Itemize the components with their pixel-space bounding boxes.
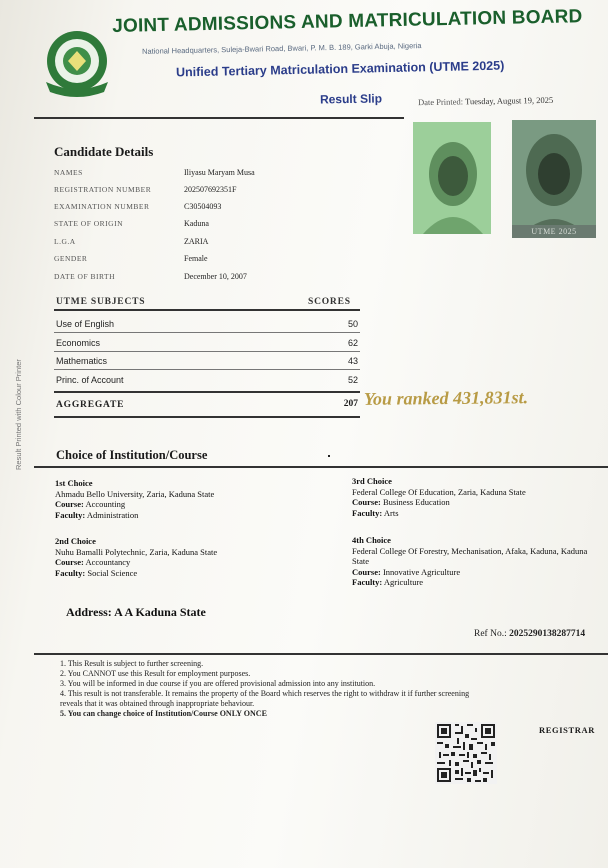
- detail-label: GENDER: [54, 254, 88, 263]
- detail-label: STATE OF ORIGIN: [54, 219, 123, 228]
- aggregate-label: AGGREGATE: [56, 400, 125, 410]
- candidate-details-heading: Candidate Details: [54, 144, 154, 159]
- choice-course: Business Education: [382, 497, 450, 507]
- note-item: 5. You can change choice of Institution/Course ONLY ONCE: [60, 709, 267, 718]
- second-choice: [55, 536, 305, 578]
- faculty-label: Faculty:: [352, 577, 383, 587]
- note-item: reveals that it was obtained through inappropriate behaviour.: [60, 699, 255, 708]
- aggregate-bottom-divider: [54, 416, 360, 418]
- fourth-choice: [352, 535, 606, 588]
- note-item: 2. You CANNOT use this Result for employment purposes.: [60, 669, 251, 678]
- detail-label: NAMES: [54, 168, 83, 177]
- notes-divider: [34, 653, 608, 655]
- course-label: Course:: [55, 499, 84, 509]
- choice-institution: Federal College Of Forestry, Mechanisation, Afaka, Kaduna, Kaduna State: [352, 545, 588, 566]
- subject-name: Use of English: [56, 319, 115, 329]
- faculty-label: Faculty:: [55, 509, 86, 520]
- subject-score: 43: [347, 356, 358, 366]
- qr-code-icon: [435, 722, 497, 784]
- choice-faculty: Arts: [383, 507, 399, 518]
- photo-label: UTME 2025: [512, 225, 596, 238]
- subject-name: Princ. of Account: [56, 375, 124, 385]
- row-divider: [54, 351, 360, 352]
- choice-institution: Ahmadu Bello University, Zaria, Kaduna State: [55, 488, 215, 499]
- board-address: National Headquarters, Suleja-Bwari Road, Bwari, P. M. B. 189, Garki Abuja, Nigeria: [141, 41, 422, 56]
- note-item: 3. You will be informed in due course if you are offered provisional admission into any institution.: [60, 679, 376, 688]
- detail-label: REGISTRATION NUMBER: [54, 185, 152, 194]
- rank-text: You ranked 431,831st.: [363, 387, 529, 409]
- course-label: Course:: [352, 497, 381, 507]
- board-title: JOINT ADMISSIONS AND MATRICULATION BOARD: [112, 6, 583, 37]
- exam-title: Unified Tertiary Matriculation Examination (UTME 2025): [175, 58, 505, 80]
- choice-divider: [34, 466, 608, 468]
- first-choice: [55, 478, 305, 520]
- subject-score: 52: [347, 375, 358, 385]
- detail-value: Kaduna: [184, 219, 209, 228]
- choice-faculty: Social Science: [87, 567, 138, 578]
- choice-title: 1st Choice: [55, 478, 93, 488]
- row-divider: [54, 332, 360, 333]
- third-choice: [352, 476, 606, 518]
- detail-label: EXAMINATION NUMBER: [54, 202, 150, 211]
- choice-faculty: Agriculture: [383, 577, 424, 587]
- note-item: 1. This Result is subject to further screening.: [60, 659, 204, 668]
- detail-value: Iliyasu Maryam Musa: [184, 168, 255, 177]
- date-printed: [418, 95, 553, 107]
- jamb-logo-icon: [38, 24, 116, 102]
- choice-title: 2nd Choice: [55, 536, 96, 546]
- subjects-header: UTME SUBJECTS: [56, 297, 146, 307]
- choice-faculty: Administration: [86, 509, 139, 520]
- detail-value: C30504093: [184, 202, 222, 211]
- choice-title: 4th Choice: [352, 535, 391, 545]
- choice-title: 3rd Choice: [352, 476, 392, 486]
- subject-name: Economics: [56, 338, 101, 348]
- detail-value: Female: [184, 254, 208, 263]
- aggregate-value: 207: [343, 399, 358, 409]
- subject-score: 50: [347, 319, 358, 329]
- row-divider: [54, 369, 360, 370]
- faculty-label: Faculty:: [352, 507, 383, 518]
- scores-header: SCORES: [308, 297, 351, 307]
- detail-value: ZARIA: [184, 237, 209, 246]
- note-item: 4. This result is not transferable. It remains the property of the Board which reserves the right to withdraw it if further screening: [60, 689, 470, 698]
- detail-label: DATE OF BIRTH: [54, 272, 116, 281]
- person-icon: [512, 120, 596, 238]
- reference-number: [474, 629, 585, 639]
- detail-label: L.G.A: [54, 237, 76, 246]
- course-label: Course:: [55, 557, 84, 567]
- notes-list: [60, 659, 605, 719]
- date-value: Tuesday, August 19, 2025: [464, 94, 554, 107]
- subject-name: Mathematics: [56, 356, 108, 366]
- detail-value: 202507692351F: [184, 185, 237, 194]
- registrar-label: REGISTRAR: [539, 725, 595, 735]
- header-divider: [34, 117, 404, 119]
- subject-score: 62: [347, 338, 358, 348]
- candidate-photo-printed: [512, 120, 596, 238]
- choice-institution: Nuhu Bamalli Polytechnic, Zaria, Kaduna State: [55, 546, 218, 557]
- subjects-divider: [54, 309, 360, 311]
- choice-course: Innovative Agriculture: [382, 566, 461, 577]
- ref-value: 2025290138287714: [509, 629, 586, 639]
- course-label: Course:: [352, 566, 381, 577]
- slip-title: Result Slip: [319, 91, 383, 107]
- candidate-photo: [413, 122, 491, 234]
- mark-dot: [328, 455, 330, 457]
- choice-institution: Federal College Of Education, Zaria, Kaduna State: [352, 486, 526, 497]
- candidate-address: Address: A A Kaduna State: [66, 605, 206, 619]
- choice-heading: Choice of Institution/Course: [56, 448, 208, 462]
- ref-label: Ref No.:: [474, 629, 507, 639]
- choice-course: Accountancy: [85, 557, 131, 567]
- aggregate-divider: [54, 391, 360, 393]
- person-icon: [413, 122, 491, 234]
- side-watermark-text: Result Printed with Colour Printer: [14, 359, 23, 470]
- choice-course: Accounting: [85, 499, 126, 509]
- faculty-label: Faculty:: [55, 567, 86, 578]
- date-label: Date Printed:: [417, 96, 464, 108]
- detail-value: December 10, 2007: [184, 272, 247, 281]
